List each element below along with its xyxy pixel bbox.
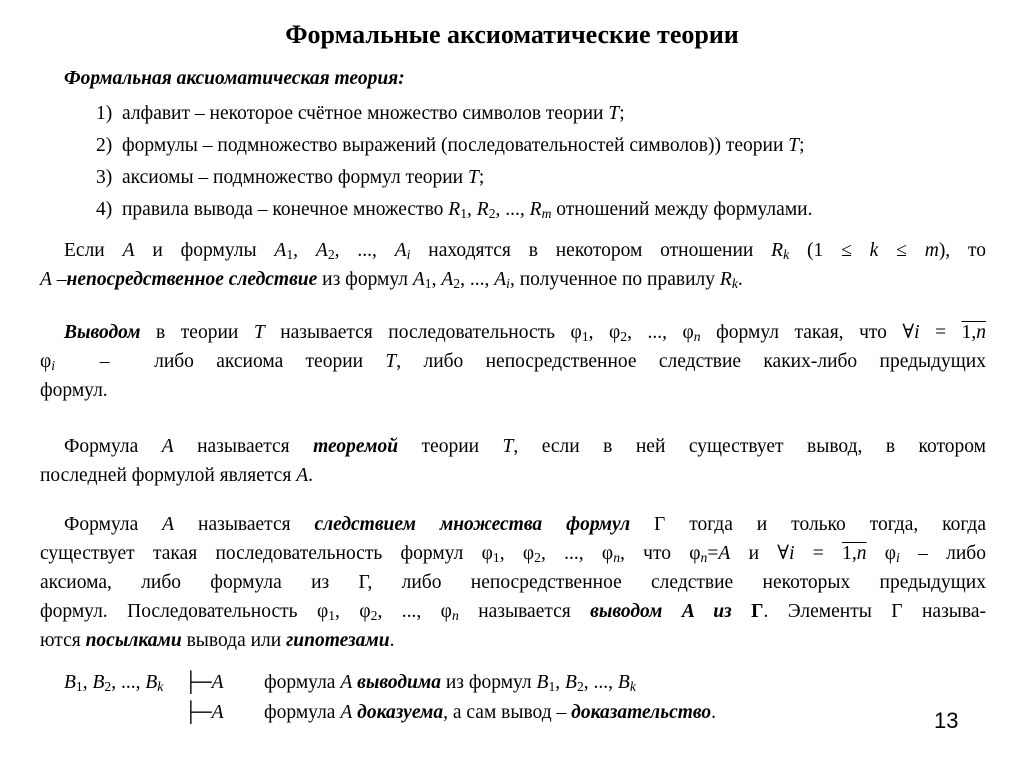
paragraph-consequence: Если A и формулы $A_1$, $A_2$, ..., $A_i$ находятся в некотором отношении $R_k$ (1 ≤ k ≤ m), то A –непосредственное следствие из формул $A_1$, $A_2$, ..., $A_i$, полученное по правилу $R_k$. (40, 240, 987, 291)
slide-title: Формальные аксиоматические теории (285, 20, 739, 49)
list-number: 4) (96, 199, 113, 220)
paragraph-set-consequence: Формула A называется следствием множества формул Γ тогда и только тогда, когда существует такая последовательность формул $\varphi_1$, $\varphi_2$, ..., $\varphi_n$, что $\varphi_n=A$ и ∀i = 1,n $\varphi_i$ – либо аксиома, либо формула из Γ, либо непосредственное следствие некоторых предыдущих формул. Последовательность $\varphi_1$, $\varphi_2$, ..., $\varphi_n$ называется выводом A из Γ. Элементы Γ называ- ются посылками вывода или гипотезами. (40, 514, 986, 651)
list-item: 2) формулы – подмножество выражений (последовательностей символов)) теории T; (96, 130, 812, 162)
list-item: 4) правила вывода – конечное множество $R_1$, $R_2$, ..., $R_m$ отношений между формулами. (96, 194, 812, 226)
definition-list (96, 98, 812, 226)
list-item: 1) алфавит – некоторое счётное множество символов теории T; (96, 98, 812, 130)
list-number: 2) (96, 135, 113, 156)
slide: Формальные аксиоматические теории Формальная аксиоматическая теория: 1) алфавит – некоторое счётное множество символов теории T; 2) формулы – подмножество выражений (последовательностей символов)) теории T; 3) аксиомы – подмножество формул теории T; 4) правила вывода – конечное множество $R_1$, $R_2$, ..., $R_m$ отношений между формулами. Если A и формулы $A_1$, $A_2$, ..., $A_i$ находятся в некотором отношении $R_k$ (1 ≤ k ≤ m), то A –непосредственное следствие из формул $A_1$, $A_2$, ..., $A_i$, полученное по правилу $R_k$. Выводом в теории T называется последовательность $\varphi_1$, $\varphi_2$, ..., $\varphi_n$ формул такая, что ∀i = 1,n $\varphi_i$ – либо аксиома теории T, либо непосредственное следствие каких-либо предыдущих формул. Формула A называется теоремой теории T, если в ней существует вывод, в котором последней формулой является A. Формула A называется следствием множества формул Γ тогда и только тогда, когда существует такая последовательность формул $\varphi_1$, $\varphi_2$, ..., $\varphi_n$, что $\varphi_n=A$ и ∀i = 1,n $\varphi_i$ – либо аксиома, либо формула из Γ, либо непосредственное следствие некоторых предыдущих формул. Последовательность $\varphi_1$, $\varphi_2$, ..., $\varphi_n$ называется выводом A из Γ. Элементы Γ называ- ются посылками вывода или гипотезами. $B_1$, $B_2$, ..., $B_k$ ├─A формула A выводима из формул $B_1$, $B_2$, ..., $B_k$ ├─A формула A доказуема, а сам вывод – доказательство. 13 (0, 0, 1024, 767)
turnstile-symbol: ├─A (184, 702, 224, 723)
paragraph-theorem: Формула A называется теоремой теории T, если в ней существует вывод, в котором последней формулой является A. (40, 436, 986, 486)
list-number: 3) (96, 167, 113, 188)
page-number: 13 (934, 708, 959, 733)
definition-heading: Формальная аксиоматическая теория: (64, 68, 405, 89)
list-item: 3) аксиомы – подмножество формул теории T; (96, 162, 812, 194)
paragraph-derivation: Выводом в теории T называется последовательность $\varphi_1$, $\varphi_2$, ..., $\varphi_n$ формул такая, что ∀i = 1,n $\varphi_i$ – либо аксиома теории T, либо непосредственное следствие каких-либо предыдущих формул. (40, 322, 986, 401)
list-number: 1) (96, 103, 113, 124)
turnstile-symbol: ├─A (184, 672, 224, 693)
